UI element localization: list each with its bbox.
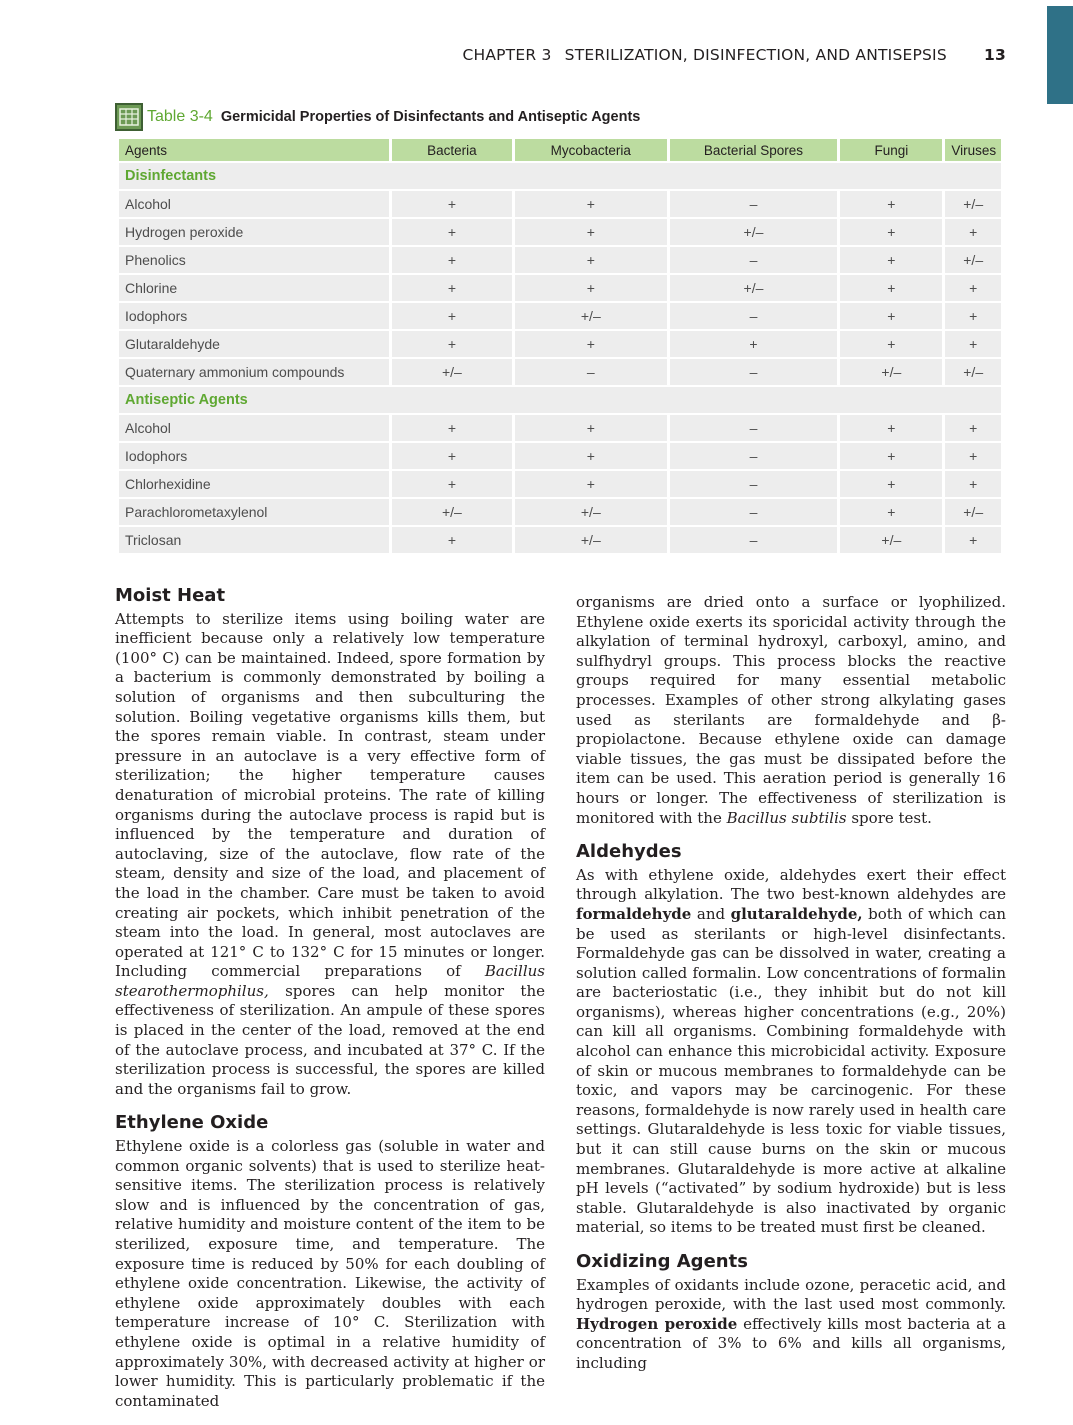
column-header: Bacteria — [392, 139, 512, 161]
property-cell: + — [840, 247, 942, 273]
table-row — [119, 415, 1001, 441]
chapter-label: CHAPTER 3 — [462, 46, 552, 64]
property-cell: – — [515, 359, 667, 385]
ethylene-oxide-paragraph: Ethylene oxide is a colorless gas (soluble in water and common organic solvents) that is used to sterilize heat-sensitive items. The sterilization process is relatively slow and is influenced by the concentration of gas, relative humidity and moisture content of the item to be sterilized, exposure time, and temperature. The exposure time is reduced by 50% for each doubling of ethylene oxide concentration. Likewise, the activity of ethylene oxide approximately doubles with each temperature increase of 10° C. Sterilization with ethylene oxide is optimal in a relative humidity of approximately 30%, with decreased activity at higher or lower humidity. This is particularly problematic if the contaminated — [115, 1137, 545, 1410]
property-cell: + — [840, 303, 942, 329]
property-cell: + — [945, 471, 1001, 497]
agent-name: Alcohol — [119, 191, 389, 217]
property-cell: + — [840, 275, 942, 301]
property-cell: +/– — [945, 191, 1001, 217]
agent-name: Quaternary ammonium compounds — [119, 359, 389, 385]
section-row — [119, 163, 1001, 189]
table-row — [119, 219, 1001, 245]
property-cell: +/– — [515, 499, 667, 525]
property-cell: + — [392, 219, 512, 245]
property-cell: +/– — [840, 527, 942, 553]
property-cell: +/– — [670, 219, 838, 245]
property-cell: + — [945, 331, 1001, 357]
property-cell: – — [670, 191, 838, 217]
property-cell: + — [515, 247, 667, 273]
property-cell: + — [392, 527, 512, 553]
property-cell: + — [392, 415, 512, 441]
property-cell: +/– — [392, 499, 512, 525]
property-cell: + — [392, 331, 512, 357]
property-cell: – — [670, 303, 838, 329]
property-cell: – — [670, 359, 838, 385]
ethylene-oxide-heading: Ethylene Oxide — [115, 1112, 269, 1134]
table-row — [119, 527, 1001, 553]
aldehydes-heading: Aldehydes — [576, 841, 682, 863]
column-header: Bacterial Spores — [670, 139, 838, 161]
property-cell: + — [515, 219, 667, 245]
property-cell: + — [392, 275, 512, 301]
property-cell: – — [670, 471, 838, 497]
property-cell: + — [945, 219, 1001, 245]
property-cell: + — [515, 415, 667, 441]
table-row — [119, 191, 1001, 217]
table-caption — [115, 102, 640, 132]
column-header: Mycobacteria — [515, 139, 667, 161]
property-cell: +/– — [945, 499, 1001, 525]
property-cell: + — [515, 471, 667, 497]
property-cell: – — [670, 415, 838, 441]
property-cell: + — [392, 247, 512, 273]
right-column — [576, 593, 1006, 1388]
property-cell: +/– — [515, 303, 667, 329]
agent-name: Alcohol — [119, 415, 389, 441]
column-header: Fungi — [840, 139, 942, 161]
property-cell: +/– — [945, 247, 1001, 273]
running-head — [0, 46, 1006, 64]
property-cell: + — [945, 443, 1001, 469]
section-row — [119, 387, 1001, 413]
moist-heat-paragraph: Attempts to sterilize items using boiling water are inefficient because only a relatively low temperature (100° C) can be maintained. Indeed, spore formation by a bacterium is commonly demonstrated by boiling a solution of organisms and then subculturing the solution. Boiling vegetative organisms kills them, but the spores remain viable. In contrast, steam under pressure in an autoclave is a very effective form of sterilization; the higher temperature causes denaturation of microbial proteins. The rate of killing organisms during the autoclave process is rapid but is influenced by the temperature and duration of autoclaving, size of the autoclave, flow rate of the steam, density and size of the load, and placement of the load in the chamber. Care must be taken to avoid creating air pockets, which inhibit penetration of the steam into the load. In general, most autoclaves are operated at 121° C to 132° C for 15 minutes or longer. Including commercial preparations of Bacillus stearothermophilus, spores can help monitor the effectiveness of sterilization. An ampule of these spores is placed in the center of the load, removed at the end of the autoclave process, and incubated at 37° C. If the sterilization process is successful, the spores are killed and the organisms fail to grow. — [115, 609, 545, 1098]
table-row — [119, 331, 1001, 357]
moist-heat-heading: Moist Heat — [115, 585, 226, 606]
agent-name: Parachlorometaxylenol — [119, 499, 389, 525]
property-cell: – — [670, 443, 838, 469]
agent-name: Iodophors — [119, 303, 389, 329]
property-cell: + — [840, 219, 942, 245]
property-cell: + — [515, 191, 667, 217]
aldehydes-paragraph: As with ethylene oxide, aldehydes exert their effect through alkylation. The two best-known aldehydes are formaldehyde and glutaraldehyde, both of which can be used as sterilants or high-level disinfectants. Formaldehyde gas can be dissolved in water, creating a solution called formalin. Low concentrations of formalin are bacteriostatic (i.e., they inhibit but do not kill organisms), whereas higher concentrations (e.g., 20%) can kill all organisms. Combining formaldehyde with alcohol can enhance this microbicidal activity. Exposure of skin or mucous membranes to formaldehyde can be toxic, and vapors may be carcinogenic. For these reasons, formaldehyde is now rarely used in health care settings. Glutaraldehyde is less toxic for viable tissues, but it can still cause burns on the skin or mucous membranes. Glutaraldehyde is more active at alkaline pH levels (“activated” by sodium hydroxide) but is less stable. Glutaraldehyde is also inactivated by organic material, so items to be treated must first be cleaned. — [576, 865, 1006, 1237]
property-cell: + — [392, 443, 512, 469]
column-header: Agents — [119, 139, 389, 161]
section-label: Antiseptic Agents — [119, 387, 1001, 413]
ethylene-oxide-continued-paragraph: organisms are dried onto a surface or lyophilized. Ethylene oxide exerts its sporicidal activity through the alkylation of terminal hydroxyl, carboxyl, amino, and sulfhydryl groups. This process blocks the reactive groups required for many essential metabolic processes. Examples of other strong alkylating gases used as sterilants are formaldehyde and β-propiolactone. Because ethylene oxide can damage viable tissues, the gas must be dissipated before the item can be used. This aeration period is generally 16 hours or longer. The effectiveness of sterilization is monitored with the Bacillus subtilis spore test. — [576, 593, 1006, 827]
property-cell: + — [945, 527, 1001, 553]
table-row — [119, 499, 1001, 525]
table-number: Table 3-4 — [147, 108, 213, 125]
property-cell: – — [670, 527, 838, 553]
agent-name: Chlorhexidine — [119, 471, 389, 497]
property-cell: – — [670, 247, 838, 273]
agent-name: Chlorine — [119, 275, 389, 301]
property-cell: – — [670, 499, 838, 525]
table-row — [119, 471, 1001, 497]
property-cell: + — [392, 303, 512, 329]
table-row — [119, 359, 1001, 385]
table-row — [119, 247, 1001, 273]
agent-name: Iodophors — [119, 443, 389, 469]
property-cell: + — [515, 331, 667, 357]
table-grid-icon — [115, 103, 143, 131]
table-header — [119, 139, 1001, 161]
property-cell: + — [840, 331, 942, 357]
property-cell: + — [945, 275, 1001, 301]
property-cell: + — [840, 471, 942, 497]
oxidizing-agents-heading: Oxidizing Agents — [576, 1251, 748, 1272]
page-number: 13 — [984, 46, 1006, 64]
chapter-tab-marker — [1047, 6, 1073, 104]
property-cell: +/– — [945, 359, 1001, 385]
agent-name: Phenolics — [119, 247, 389, 273]
table-row — [119, 275, 1001, 301]
property-cell: +/– — [515, 527, 667, 553]
property-cell: + — [840, 191, 942, 217]
left-column — [115, 586, 545, 1425]
column-header: Viruses — [945, 139, 1001, 161]
property-cell: + — [945, 303, 1001, 329]
agent-name: Triclosan — [119, 527, 389, 553]
table-title: Germicidal Properties of Disinfectants and Antiseptic Agents — [220, 109, 641, 125]
property-cell: +/– — [840, 359, 942, 385]
property-cell: + — [515, 443, 667, 469]
property-cell: +/– — [392, 359, 512, 385]
oxidizing-agents-paragraph: Examples of oxidants include ozone, peracetic acid, and hydrogen peroxide, with the last used most commonly. Hydrogen peroxide effectively kills most bacteria at a concentration of 3% to 6% and kills all organisms, including — [576, 1275, 1006, 1372]
agent-name: Hydrogen peroxide — [119, 219, 389, 245]
agent-name: Glutaraldehyde — [119, 331, 389, 357]
table-body — [119, 163, 1001, 553]
property-cell: + — [840, 499, 942, 525]
property-cell: + — [840, 443, 942, 469]
property-cell: + — [515, 275, 667, 301]
property-cell: + — [840, 415, 942, 441]
property-cell: + — [392, 471, 512, 497]
property-cell: + — [392, 191, 512, 217]
property-cell: + — [945, 415, 1001, 441]
property-cell: +/– — [670, 275, 838, 301]
table-row — [119, 443, 1001, 469]
germicidal-properties-table — [116, 137, 1004, 555]
property-cell: + — [670, 331, 838, 357]
running-title: STERILIZATION, DISINFECTION, AND ANTISEPSIS — [564, 46, 947, 64]
table-row — [119, 303, 1001, 329]
section-label: Disinfectants — [119, 163, 1001, 189]
